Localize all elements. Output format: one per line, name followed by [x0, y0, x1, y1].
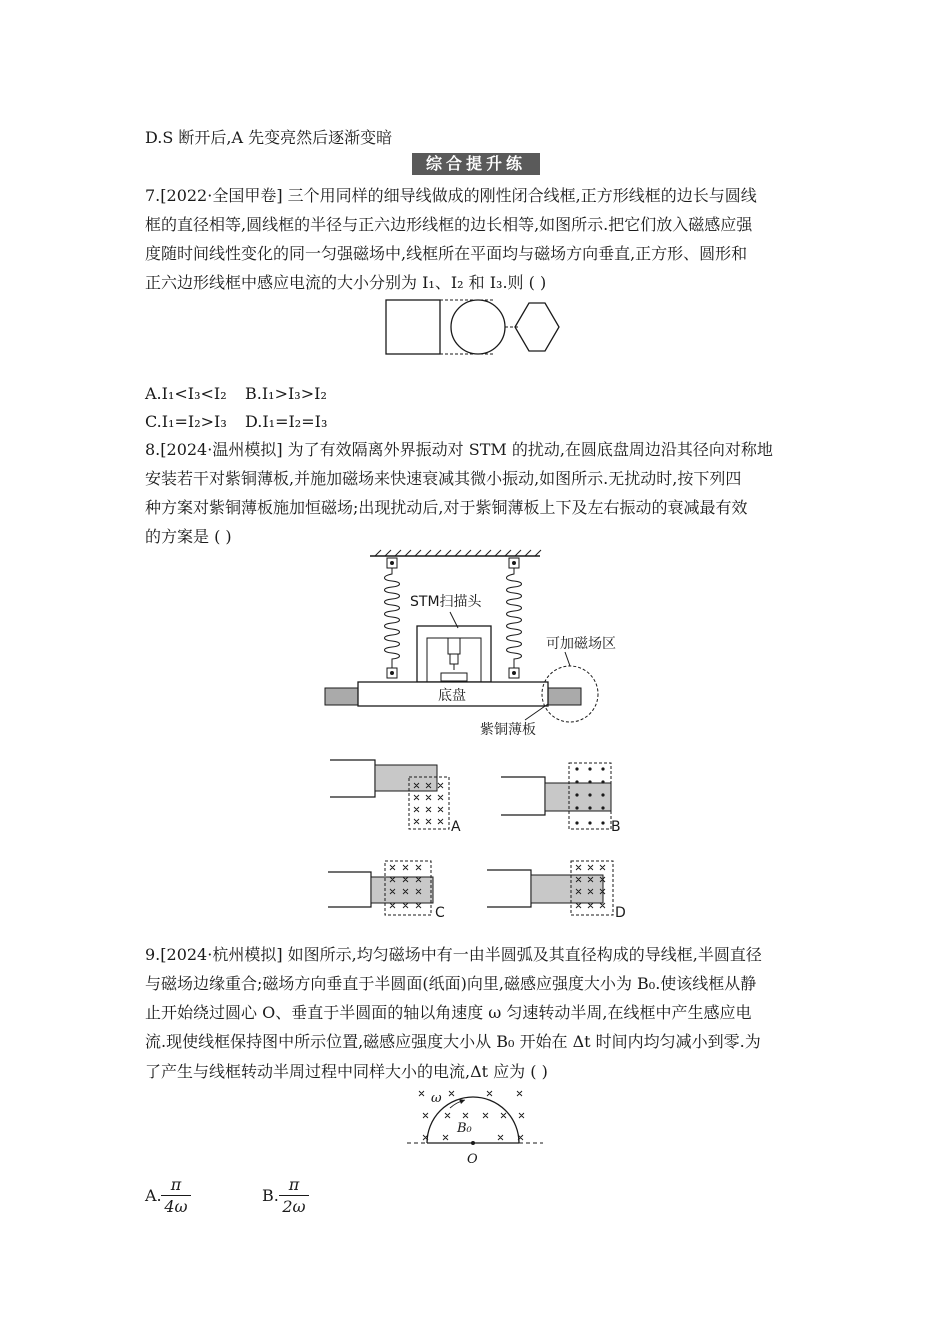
q8-option-figures — [325, 755, 655, 925]
q7-option-a: A.I₁<I₃<I₂ — [145, 384, 227, 403]
q9-option-b-den: 2ω — [282, 1197, 306, 1216]
square-frame — [386, 300, 440, 354]
q9-line-2: 与磁场边缘重合;磁场方向垂直于半圆面(纸面)向里,磁感应强度大小为 B₀.使该线框从静 — [145, 974, 757, 993]
option-a-figure — [330, 760, 461, 835]
q7-line-4: 正六边形线框中感应电流的大小分别为 I₁、I₂ 和 I₃.则 ( ) — [145, 273, 547, 292]
option-d-figure — [487, 861, 626, 921]
q9-option-b-prefix: B. — [262, 1186, 279, 1205]
option-b-letter: B — [611, 819, 621, 835]
q7-option-b: B.I₁>I₃>I₂ — [245, 384, 327, 403]
q9-option-b-num: π — [288, 1175, 300, 1194]
copper-plate-label: 紫铜薄板 — [480, 722, 536, 738]
section-badge: 综合提升练 — [412, 153, 540, 175]
q6-option-d: D.S 断开后,A 先变亮然后逐渐变暗 — [145, 128, 393, 147]
q9-line-1: 9.[2024·杭州模拟] 如图所示,均匀磁场中有一由半圆弧及其直径构成的导线框,半圆直径 — [145, 945, 762, 964]
q9-line-4: 流.现使线框保持图中所示位置,磁感应强度大小从 B₀ 开始在 Δt 时间内均匀减小到零.为 — [145, 1032, 761, 1051]
q9-option-a-den: 4ω — [164, 1197, 188, 1216]
q8-line-2: 安装若干对紫铜薄板,并施加磁场来快速衰减其微小振动,如图所示.无扰动时,按下列四 — [145, 469, 742, 488]
q8-line-3: 种方案对紫铜薄板施加恒磁场;出现扰动后,对于紫铜薄板上下及左右振动的衰减最有效 — [145, 498, 748, 517]
stm-head-label: STM扫描头 — [410, 594, 482, 610]
q9-option-a-prefix: A. — [145, 1186, 162, 1205]
b0-label: B₀ — [457, 1121, 472, 1136]
q7-figure-frames — [380, 298, 570, 358]
option-c-figure — [328, 861, 445, 921]
q8-stm-figure — [320, 548, 640, 743]
q8-line-4: 的方案是 ( ) — [145, 527, 232, 546]
option-a-letter: A — [451, 819, 461, 835]
option-b-figure — [501, 763, 621, 835]
center-label: O — [467, 1152, 478, 1167]
q9-option-a-fraction — [161, 1175, 191, 1219]
q9-option-b-fraction — [279, 1175, 309, 1219]
base-label: 底盘 — [438, 688, 466, 704]
q7-line-2: 框的直径相等,圆线框的半径与正六边形线框的边长相等,如图所示.把它们放入磁感应强 — [145, 215, 753, 234]
q9-line-5: 了产生与线框转动半周过程中同样大小的电流,Δt 应为 ( ) — [145, 1062, 548, 1081]
circle-frame — [451, 300, 505, 354]
q7-option-c: C.I₁=I₂>I₃ — [145, 412, 227, 431]
q9-line-3: 止开始绕过圆心 O、垂直于半圆面的轴以角速度 ω 匀速转动半周,在线框中产生感应电 — [145, 1003, 752, 1022]
field-zone-label: 可加磁场区 — [546, 636, 616, 652]
q7-line-1: 7.[2022·全国甲卷] 三个用同样的细导线做成的刚性闭合线框,正方形线框的边长与圆线 — [145, 186, 757, 205]
right-spring — [507, 558, 522, 678]
q9-option-a-num: π — [170, 1175, 182, 1194]
q7-line-3: 度随时间线性变化的同一匀强磁场中,线框所在平面均与磁场方向垂直,正方形、圆形和 — [145, 244, 748, 263]
option-c-letter: C — [435, 905, 445, 921]
option-d-letter: D — [615, 905, 626, 921]
q8-line-1: 8.[2024·温州模拟] 为了有效隔离外界振动对 STM 的扰动,在圆底盘周边沿其径向对称地 — [145, 440, 773, 459]
left-spring — [385, 558, 400, 678]
hexagon-frame — [515, 303, 559, 351]
q9-semicircle-figure — [405, 1088, 545, 1168]
q7-option-d: D.I₁=I₂=I₃ — [245, 412, 328, 431]
omega-label: ω — [431, 1091, 442, 1106]
